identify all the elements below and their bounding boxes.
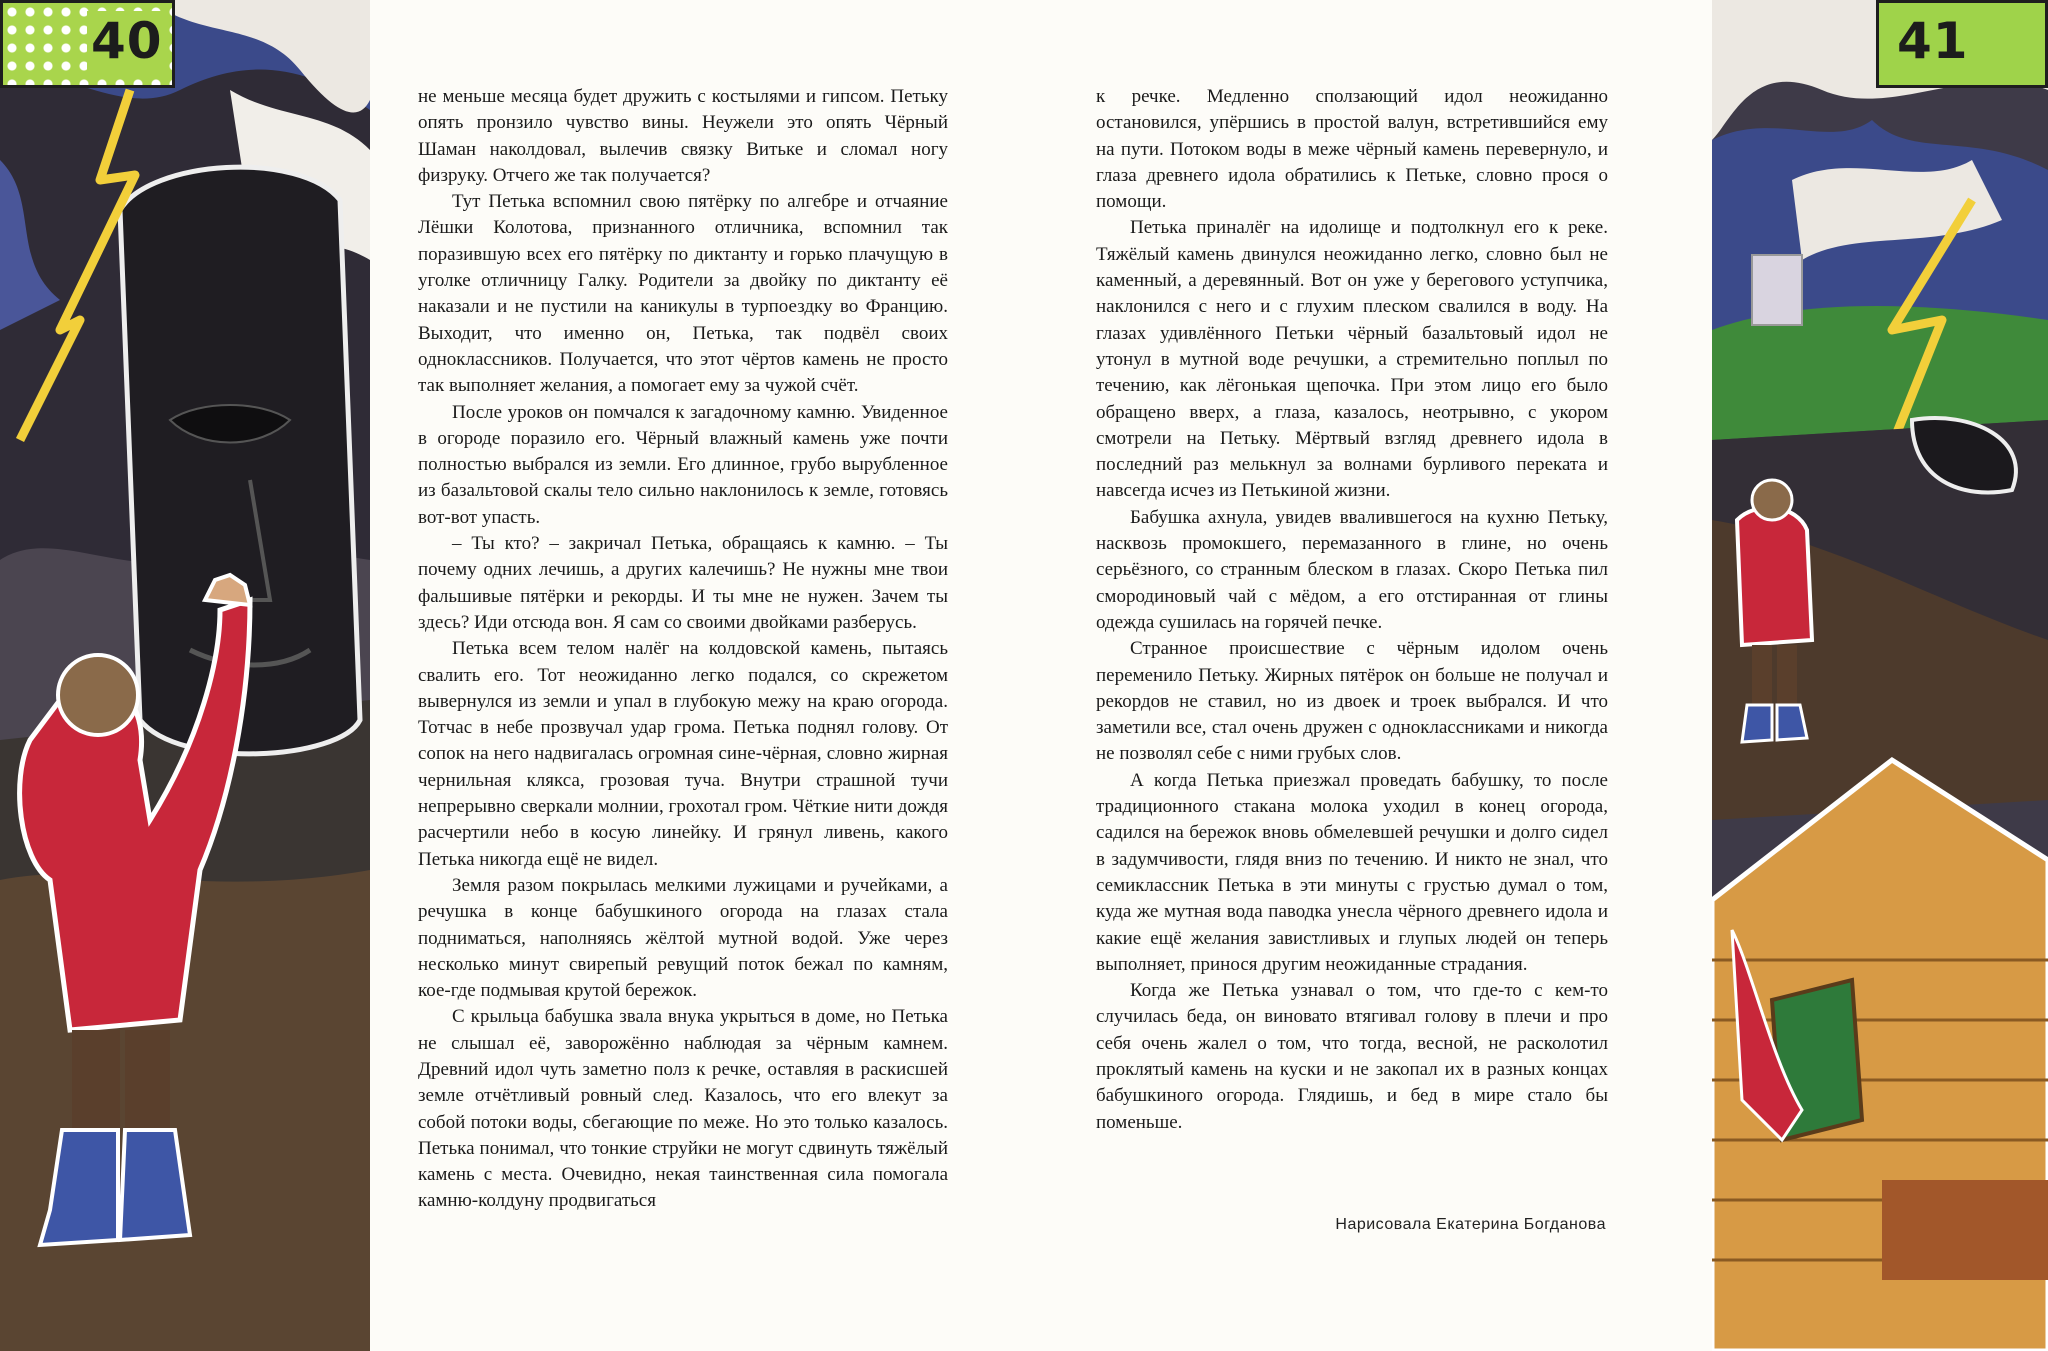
- left-text-column: [418, 84, 948, 1215]
- paragraph: Тут Петька вспомнил свою пятёрку по алгебре и отчаяние Лёшки Колотова, признанного отличника, вспомнил так поразившую всех его пятёрку по диктанту и горько плачущую в уголке отличницу Галку. Родители за двойку по диктанту её наказали и не пустили на каникулы в турпоездку во Францию. Выходит, что именно он, Петька, так подвёл своих одноклассников. Получается, что этот чёртов камень не просто так выполняет желания, а помогает ему за чужой счёт.: [418, 191, 948, 397]
- paragraph: С крыльца бабушка звала внука укрыться в доме, но Петька не слышал её, заворожённо наблюдая за чёрным камнем. Древний идол чуть заметно полз к речке, оставляя в раскисшей земле отчётливый ровный след. Казалось, что его влекут за собой потоки воды, сбегающие по меже. Но это только казалось. Петька понимал, что тонкие струйки не могут сдвинуть тяжёлый камень с места. Очевидно, некая таинственная сила помогала камню-колдуну продвигаться: [418, 1006, 948, 1212]
- paragraph: После уроков он помчался к загадочному камню. Увиденное в огороде поразило его. Чёрный влажный камень уже почти полностью выбрался из земли. Его длинное, грубо вырубленное из базальтовой скалы тело сильно наклонилось к земле, готовясь вот-вот упасть.: [418, 401, 948, 528]
- paragraph: – Ты кто? – закричал Петька, обращаясь к камню. – Ты почему одних лечишь, а других калечишь? Не нужны мне твои фальшивые пятёрки и рекорды. И ты мне не нужен. Зачем ты здесь? Иди отсюда вон. Я сам со своими двойками разберусь.: [418, 533, 948, 633]
- page-number-badge-right: [1876, 0, 2048, 88]
- page-number-right: 41: [1897, 12, 1969, 70]
- page-number-left: 40: [87, 11, 167, 71]
- paragraph: не меньше месяца будет дружить с костылями и гипсом. Петьку опять пронзило чувство вины. Неужели это опять Чёрный Шаман наколдовал, вылечив связку Витьке и сломал ногу физруку. Отчего же так получается?: [418, 86, 948, 186]
- storm-and-house-illustration: [1712, 0, 2048, 1351]
- right-text-column: [1096, 84, 1608, 1136]
- paragraph: Петька приналёг на идолище и подтолкнул его к реке. Тяжёлый камень двинулся неожиданно легко, словно был не каменный, а деревянный. Вот он уже у берегового уступчика, наклонился с него и с глухим плеском свалился в воду. На глазах удивлённого Петьки чёрный базальтовый идол не утонул в мутной воде речушки, а стремительно поплыл по течению, как лёгонькая щепочка. При этом лицо его было обращено вверх, а глаза, казалось, неотрывно, с укором смотрели на Петьку. Мёртвый взгляд древнего идола в последний раз мелькнул за волнами бурливого переката и навсегда исчез из Петькиной жизни.: [1096, 217, 1608, 502]
- paragraph: Бабушка ахнула, увидев ввалившегося на кухню Петьку, насквозь промокшего, перемазанного в глине, но очень серьёзного, со странным блеском в глазах. Скоро Петька пил смородиновый чай с мёдом, а его отстиранная от глины одежда сушилась на горячей печке.: [1096, 506, 1608, 633]
- illustrator-credit: Нарисовала Екатерина Богданова: [1335, 1216, 1606, 1233]
- storm-and-idol-illustration: [0, 0, 370, 1351]
- paragraph: Земля разом покрылась мелкими лужицами и ручейками, а речушка в конце бабушкиного огорода на глазах стала подниматься, наполняясь жёлтой мутной водой. Уже через несколько минут свирепый ревущий поток бежал по камням, кое-где подмывая крутой бережок.: [418, 874, 948, 1002]
- paragraph: Петька всем телом налёг на колдовской камень, пытаясь свалить его. Тот неожиданно легко подался, со скрежетом вывернулся из земли и упал в глубокую межу на краю огорода. Тотчас в небе прозвучал удар грома. Петька поднял голову. От сопок на него надвигалась огромная сине-чёрная, словно жирная чернильная клякса, грозовая туча. Внутри страшной тучи непрерывно сверкали молнии, грохотал гром. Чёткие нити дождя расчертили небо в косую линейку. И грянул ливень, какого Петька никогда ещё не видел.: [418, 638, 948, 870]
- paragraph: к речке. Медленно сползающий идол неожиданно остановился, упёршись в простой валун, встретившийся ему на пути. Потоком воды в меже чёрный камень перевернуло, и глаза древнего идола обратились к Петьке, словно прося о помощи.: [1096, 86, 1608, 213]
- page-number-badge-left: [0, 0, 175, 88]
- paragraph: Странное происшествие с чёрным идолом очень переменило Петьку. Жирных пятёрок он больше не получал и рекордов не ставил, но из двоек и троек выбрался. И что заметили все, стал очень дружен с одноклассниками и никогда не позволял себе с ними грубых слов.: [1096, 638, 1608, 765]
- left-illustration: [0, 0, 370, 1351]
- paragraph: А когда Петька приезжал проведать бабушку, то после традиционного стакана молока уходил в конец огорода, садился на бережок вновь обмелевшей речушки и долго сидел в задумчивости, глядя вниз по течению. И никто не знал, что семиклассник Петька в эти минуты с грустью думал о том, куда же мутная вода паводка унесла чёрного древнего идола и какие ещё желания завистливых и глупых людей он теперь выполняет, принося другим неожиданные страдания.: [1096, 769, 1608, 975]
- paragraph: Когда же Петька узнавал о том, что где-то с кем-то случилась беда, он виновато втягивал голову в плечи и про себя очень жалел о том, что тогда, весной, не расколотил проклятый камень на куски и не закопал их в разных концах бабушкиного огорода. Глядишь, и бед в мире стало бы поменьше.: [1096, 980, 1608, 1133]
- right-illustration: [1712, 0, 2048, 1351]
